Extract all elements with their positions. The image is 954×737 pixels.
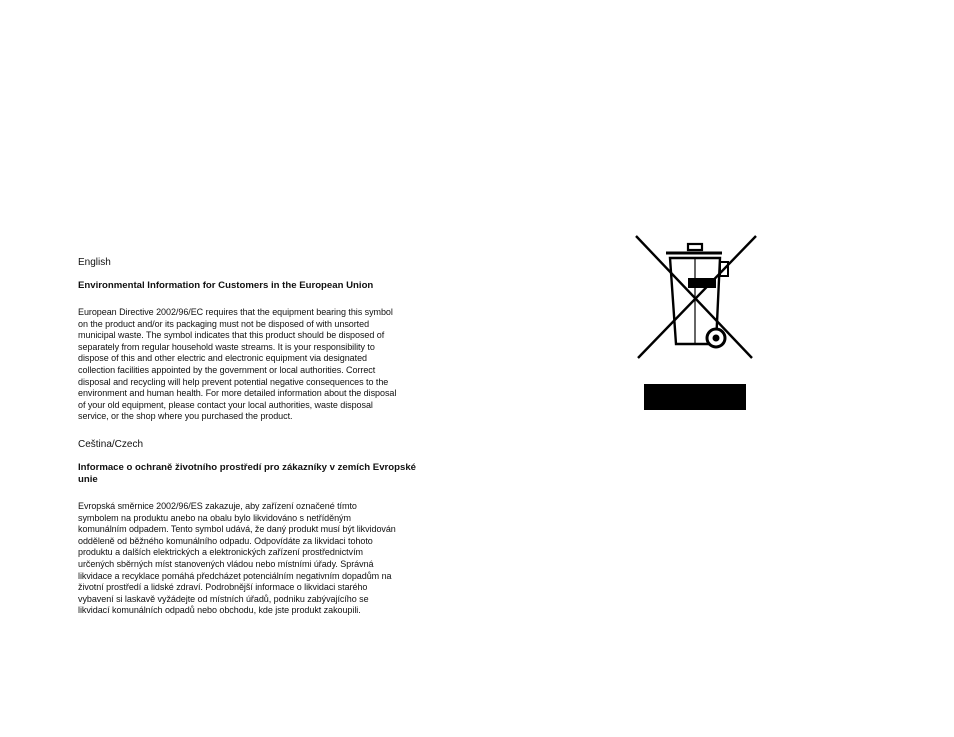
section-body: Evropská směrnice 2002/96/ES zakazuje, aby zařízení označené tímto symbolem na produktu anebo na obalu bylo likvidováno s netříděným komunálním odpadem. Tento symbol udává, že daný produkt musí být likvidován odděleně od běžného komunálního odpadu. Odpovídáte za likvidaci tohoto produktu a dalších elektrických a elektronických zařízení prostřednictvím určených sběrných míst stanovených vládou nebo místními úřady. Správná likvidace a recyklace pomáhá předcházet potenciálním negativním dopadům na životní prostředí a lidské zdraví. Podrobnější informace o likvidaci starého vybavení si laskavě vyžádejte od místních úřadů, podniku zabývajícího se likvidací komunálních odpadů nebo obchodu, kde jste produkt zakoupili.: [78, 500, 396, 616]
text-column: [78, 256, 463, 630]
language-label: English: [78, 257, 111, 268]
black-bar-mark: [644, 384, 746, 410]
section-body: European Directive 2002/96/EC requires that the equipment bearing this symbol on the product and/or its packaging must not be disposed of with unsorted municipal waste. The symbol indicates that this product should be disposed of separately from regular household waste streams. It is your responsibility to dispose of this and other electric and electronic equipment via designated collection facilities appointed by the government or local authorities. Correct disposal and recycling will help prevent potential negative consequences to the environment and human health. For more detailed information about the disposal of your old equipment, please contact your local authorities, waste disposal service, or the shop where you purchased the product.: [78, 307, 397, 422]
section-heading: Environmental Information for Customers in the European Union: [78, 280, 374, 291]
section-heading: Informace o ochraně životního prostředí pro zákazníky v zemích Evropské unie: [78, 461, 417, 485]
language-label: Ceština/Czech: [78, 438, 144, 450]
crossed-out-wheeled-bin-icon: [632, 234, 758, 362]
section-czech: [78, 438, 463, 617]
section-english: [78, 256, 463, 423]
